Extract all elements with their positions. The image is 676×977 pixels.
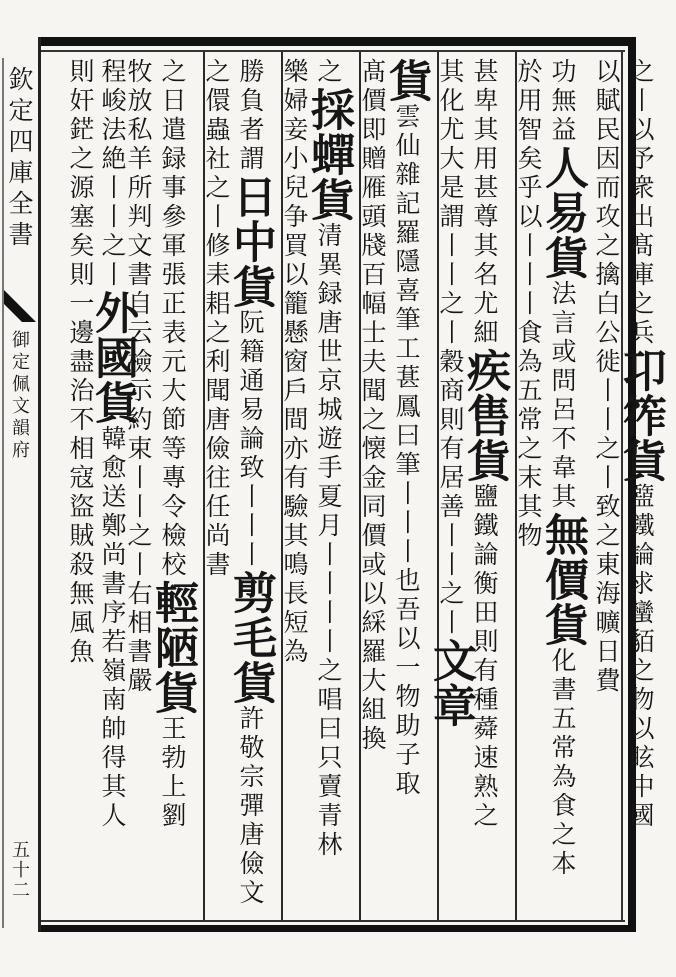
headword: 卭筰貨 (615, 348, 666, 483)
frame-bottom-border (38, 925, 636, 932)
text-column (425, 58, 476, 914)
column-text: 之儇蟲社之丨修耒耜之利 (202, 58, 231, 377)
headword: 疾售貨 (459, 348, 510, 483)
column-text: 樂婦妾小兒争買以籠懸窗戶間亦有驗其鳴長短為 (280, 58, 309, 667)
headword: 外國貨 (87, 290, 138, 425)
column-text: 韓愈送鄭尚書序若嶺南帥得其人 (98, 425, 127, 831)
text-column (147, 58, 198, 914)
column-text: 甚卑其用甚尊其名尤細 (470, 58, 499, 348)
text-column (537, 58, 588, 914)
column-text: 化書五常為食之本 (548, 647, 577, 879)
frame-top-border (38, 37, 636, 46)
column-text: 右相書嚴 (124, 580, 153, 696)
text-column (196, 58, 236, 914)
text-column (586, 58, 626, 914)
page-number: 五十二 (9, 840, 30, 900)
headword: 貨 (381, 58, 432, 103)
text-column (303, 58, 354, 914)
column-text: 許敬宗彈唐儉文 (236, 705, 265, 908)
column-text: 髙價即贈雁頭牋百幅士夫聞之懐金同價或以綵羅大組換 (358, 58, 387, 754)
text-column (508, 58, 548, 914)
text-column (615, 58, 666, 914)
inner-bottom-border (41, 920, 625, 922)
column-text: 則奸鋩之源塞矣 (66, 58, 95, 261)
column-text: 穀商則有居善丨丨之丨 (436, 348, 465, 638)
text-column (274, 58, 314, 914)
column-text: 則一邊盡治不相寇盜賊殺無風魚 (66, 261, 95, 667)
text-column (381, 58, 432, 914)
headword: 剪毛貨 (225, 570, 276, 705)
column-text: 聞唐儉往任尚書 (202, 377, 231, 580)
headword: 輕陋貨 (147, 580, 198, 715)
fishtail-mark-icon (2, 288, 38, 324)
column-text: 於用 (514, 58, 543, 116)
headword: 人易貨 (537, 145, 588, 280)
column-text: 功無益 (548, 58, 577, 145)
column-text: 之 (314, 58, 343, 87)
text-column (459, 58, 510, 914)
headword: 採蟬貨 (303, 87, 354, 222)
column-text: 盬鐵論求蠻貊之物以眩中國 (626, 483, 655, 831)
headword: 無價貨 (537, 512, 588, 647)
headword: 文章 (425, 638, 476, 728)
column-text: 程峻法絶丨丨之丨 (98, 58, 127, 290)
column-text: 其化尤大是謂丨丨之丨 (436, 58, 465, 348)
column-text: 牧放私羊所判文書自云檢示約束丨丨之丨 (124, 58, 153, 580)
column-text: 智矣乎以丨丨丨 (514, 116, 543, 319)
column-text: 王勃上劉 (158, 715, 187, 831)
column-text: 法言或問呂不韋其 (548, 280, 577, 512)
text-column (60, 58, 100, 914)
column-text: 之日遣録事參軍張正表元大節等專令檢校 (158, 58, 187, 580)
column-text: 清異録唐世京城遊手夏月丨丨丨丨之唱曰只賣青林 (314, 222, 343, 860)
book-title: 欽定四庫全書 (5, 66, 34, 252)
column-text: 以賦民因而攻之擒白公 (592, 58, 621, 348)
column-text: 勝負者謂 (236, 58, 265, 174)
text-column (225, 58, 276, 914)
book-subtitle: 御定佩文韻府 (9, 330, 30, 462)
column-text: 雲仙雜記羅隱喜筆工葚鳳曰筆丨丨丨也吾以一物助子取 (392, 103, 421, 799)
headword: 日中貨 (225, 174, 276, 309)
column-text: 食為五常之末其物 (514, 319, 543, 551)
frame-left-border (38, 37, 41, 932)
inner-top-border (41, 50, 625, 52)
column-text: 徙丨丨之丨致之東海曠日費 (592, 348, 621, 696)
column-text: 阮籍通易論致丨丨丨 (236, 309, 265, 570)
text-column (352, 58, 392, 914)
column-text: 鹽鐵論衡田則有種蕣速熟之 (470, 483, 499, 831)
column-text: 之丨以予衆出髙庫之兵 (626, 58, 655, 348)
